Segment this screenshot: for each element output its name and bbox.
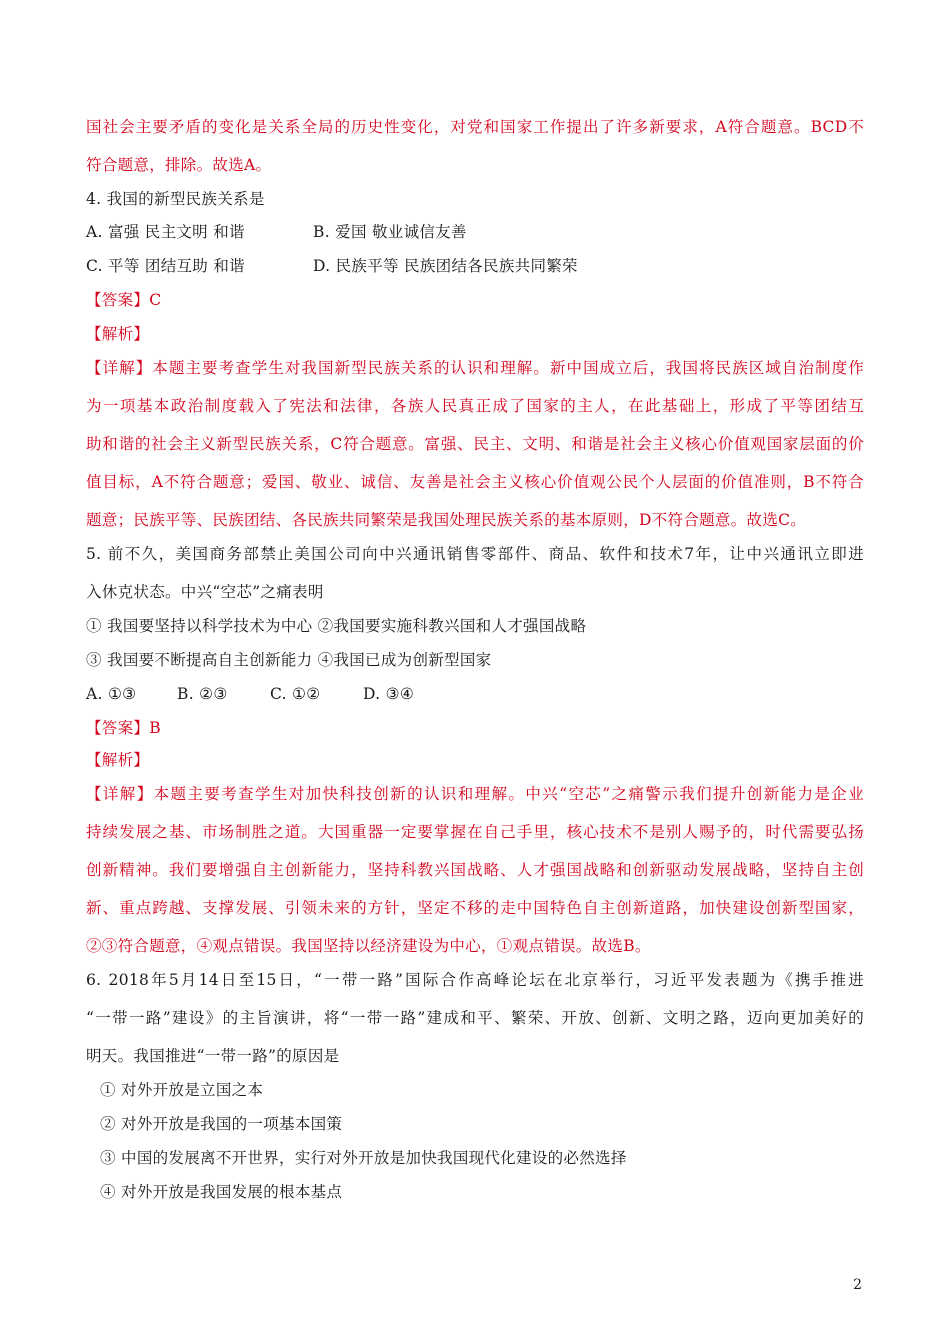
q3-explanation-line-2: 符合题意，排除。故选A。 — [86, 156, 272, 174]
q6-statement: ② 对外开放是我国的一项基本国策 — [100, 1115, 343, 1133]
q5-option-c: C. ①② — [270, 685, 321, 703]
q5-explanation-line: 持续发展之基、市场制胜之道。大国重器一定要掌握在自己手里，核心技术不是别人赐予的，时代需要弘扬 — [86, 823, 864, 841]
q5-answer: 【答案】B — [86, 719, 161, 737]
q4-explanation-line: 题意；民族平等、民族团结、各民族共同繁荣是我国处理民族关系的基本原则，D不符合题意。故选C。 — [86, 511, 807, 529]
q5-explanation-line: 创新精神。我们要增强自主创新能力，坚持科教兴国战略、人才强国战略和创新驱动发展战略，坚持自主创 — [86, 861, 864, 879]
q4-options-row-1 — [86, 222, 467, 242]
q5-option-a: A. ①③ — [86, 685, 137, 703]
q6-stem-line-3: 明天。我国推进“一带一路”的原因是 — [86, 1047, 340, 1065]
q4-explanation-line: 【详解】本题主要考查学生对我国新型民族关系的认识和理解。新中国成立后，我国将民族区域自治制度作 — [86, 359, 864, 377]
q6-statement: ④ 对外开放是我国发展的根本基点 — [100, 1183, 343, 1201]
q5-statements-line-1: ① 我国要坚持以科学技术为中心 ②我国要实施科教兴国和人才强国战略 — [86, 617, 587, 635]
page-number: 2 — [853, 1277, 862, 1293]
q4-options-row-2 — [86, 256, 578, 276]
q4-option-c: C. 平等 团结互助 和谐 — [86, 257, 245, 275]
q5-explanation-line: 新、重点跨越、支撑发展、引领未来的方针，坚定不移的走中国特色自主创新道路，加快建设创新型国家， — [86, 899, 864, 917]
q5-analysis-label: 【解析】 — [86, 751, 150, 769]
q5-stem-line-2: 入休克状态。中兴“空芯”之痛表明 — [86, 583, 324, 601]
q5-options — [86, 684, 414, 704]
q5-option-b: B. ②③ — [177, 685, 228, 703]
q5-stem-line-1: 5. 前不久，美国商务部禁止美国公司向中兴通讯销售零部件、商品、软件和技术7年，让中兴通讯立即进 — [86, 545, 864, 563]
q6-stem-line-2: “一带一路”建设》的主旨演讲，将“一带一路”建成和平、繁荣、开放、创新、文明之路，迈向更加美好的 — [86, 1009, 864, 1027]
q5-option-d: D. ③④ — [363, 685, 415, 703]
q6-statement: ① 对外开放是立国之本 — [100, 1081, 264, 1099]
q4-stem: 4. 我国的新型民族关系是 — [86, 190, 265, 208]
q6-statement: ③ 中国的发展离不开世界，实行对外开放是加快我国现代化建设的必然选择 — [100, 1149, 627, 1167]
q4-option-a: A. 富强 民主文明 和谐 — [86, 223, 245, 241]
q4-explanation-line: 值目标，A不符合题意；爱国、敬业、诚信、友善是社会主义核心价值观公民个人层面的价值准则，B不符合 — [86, 473, 864, 491]
q4-explanation-line: 助和谐的社会主义新型民族关系，C符合题意。富强、民主、文明、和谐是社会主义核心价值观国家层面的价 — [86, 435, 864, 453]
q4-option-b: B. 爱国 敬业诚信友善 — [313, 223, 467, 241]
q6-stem-line-1: 6. 2018年5月14日至15日，“一带一路”国际合作高峰论坛在北京举行，习近平发表题为《携手推进 — [86, 971, 864, 989]
q4-option-d: D. 民族平等 民族团结各民族共同繁荣 — [313, 257, 578, 275]
q5-statements-line-2: ③ 我国要不断提高自主创新能力 ④我国已成为创新型国家 — [86, 651, 492, 669]
q4-analysis-label: 【解析】 — [86, 325, 150, 343]
q4-explanation-line: 为一项基本政治制度载入了宪法和法律，各族人民真正成了国家的主人，在此基础上，形成了平等团结互 — [86, 397, 864, 415]
q3-explanation-line-1: 国社会主要矛盾的变化是关系全局的历史性变化，对党和国家工作提出了许多新要求，A符合题意。BCD不 — [86, 118, 864, 136]
q5-explanation-line: 【详解】本题主要考查学生对加快科技创新的认识和理解。中兴“空芯”之痛警示我们提升创新能力是企业 — [86, 785, 864, 803]
q4-answer: 【答案】C — [86, 291, 162, 309]
q5-explanation-line: ②③符合题意，④观点错误。我国坚持以经济建设为中心，①观点错误。故选B。 — [86, 937, 651, 955]
